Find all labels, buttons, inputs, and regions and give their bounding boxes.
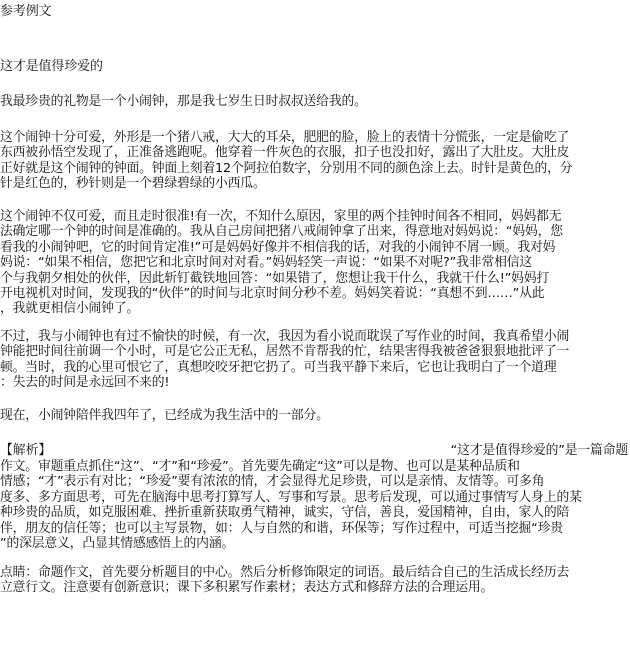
analysis-body: 作文。审题重点抓住“这”、“才”和“珍爱”。首先要先确定“这”可以是物、也可以是某种品质和 情感；“才”表示有对比；“珍爱”要有浓浓的情，才会显得尤足珍贵，可以是亲情、友情等。可多角 度多、多方面思考，可先在脑海中思考打算写人、写事和写景。思考后发现，可以通过事情写人身上的某 种珍贵的品质，如克服困难、挫折重新获取勇气精神，诚实，守信，善良，爱国精神，自由，家人的陪 伴，朋友的信任等；也可以主写景物，如：人与自然的和谐，环保等；写作过程中，可适当挖掘“珍贵 ”的深层意义，凸显其情感感悟上的内涵。 bbox=[0, 459, 582, 552]
key-points: 点睛：命题作文，首先要分析题目的中心。然后分析修饰限定的词语。最后结合自己的生活成长经历去 立意行文。注意要有创新意识；课下多积累写作素材；表达方式和修辞方法的合理运用。 bbox=[0, 565, 570, 596]
analysis-first-line: “这才是值得珍爱的”是一篇命题 bbox=[450, 443, 628, 458]
essay-paragraph-1: 我最珍贵的礼物是一个小闹钟，那是我七岁生日时叔叔送给我的。 bbox=[0, 94, 367, 109]
analysis-label: 【解析】 bbox=[0, 443, 52, 458]
analysis-header-row bbox=[0, 443, 630, 459]
essay-paragraph-3: 这个闹钟不仅可爱，而且走时很准!有一次，不知什么原因，家里的两个挂钟时间各不相同，妈妈都无 法确定哪一个钟的时间是准确的。我从自己房间把猪八戒闹钟拿了出来，得意地对妈妈说：“妈妈，您 看我的小闹钟吧，它的时间肯定准!”可是妈妈好像并不相信我的话，对我的小闹钟不屑一顾。我对妈 妈说：“如果不相信，您把它和北京时间对对看。”妈妈轻笑一声说：“如果不对呢?”我非常相信这 个与我朝夕相处的伙伴，因此斩钉截铁地回答：“如果错了，您想让我干什么，我就干什么!”妈妈打 开电视机对时间，发现我的“伙伴”的时间与北京时间分秒不差。妈妈笑着说：“真想不到……”从此 ，我就更相信小闹钟了。 bbox=[0, 209, 563, 317]
reference-heading: 参考例文 bbox=[0, 4, 52, 19]
essay-paragraph-2: 这个闹钟十分可爱，外形是一个猪八戒，大大的耳朵，肥肥的脸，脸上的表情十分慌张，一定是偷吃了 东西被孙悟空发现了，正准备逃跑呢。他穿着一件灰色的衣服，扣子也没扣好，露出了大肚皮。大肚皮 正好就是这个闹钟的钟面。钟面上刻着12个阿拉伯数字，分别用不同的颜色涂上去。时针是黄色的，分 针是红色的，秒针则是一个碧绿碧绿的小西瓜。 bbox=[0, 130, 573, 192]
essay-paragraph-5: 现在，小闹钟陪伴我四年了，已经成为我生活中的一部分。 bbox=[0, 408, 329, 423]
essay-paragraph-4: 不过，我与小闹钟也有过不愉快的时候，有一次，我因为看小说而耽误了写作业的时间，我真希望小闹 钟能把时间往前调一个小时，可是它公正无私，居然不肯帮我的忙，结果害得我被爸爸狠狠地批评了一 顿。当时，我的心里可恨它了，真想咬咬牙把它扔了。可当我平静下来后，它也让我明白了一个道理 ：失去的时间是永远回不来的! bbox=[0, 329, 570, 391]
essay-title: 这才是值得珍爱的 bbox=[0, 59, 103, 74]
